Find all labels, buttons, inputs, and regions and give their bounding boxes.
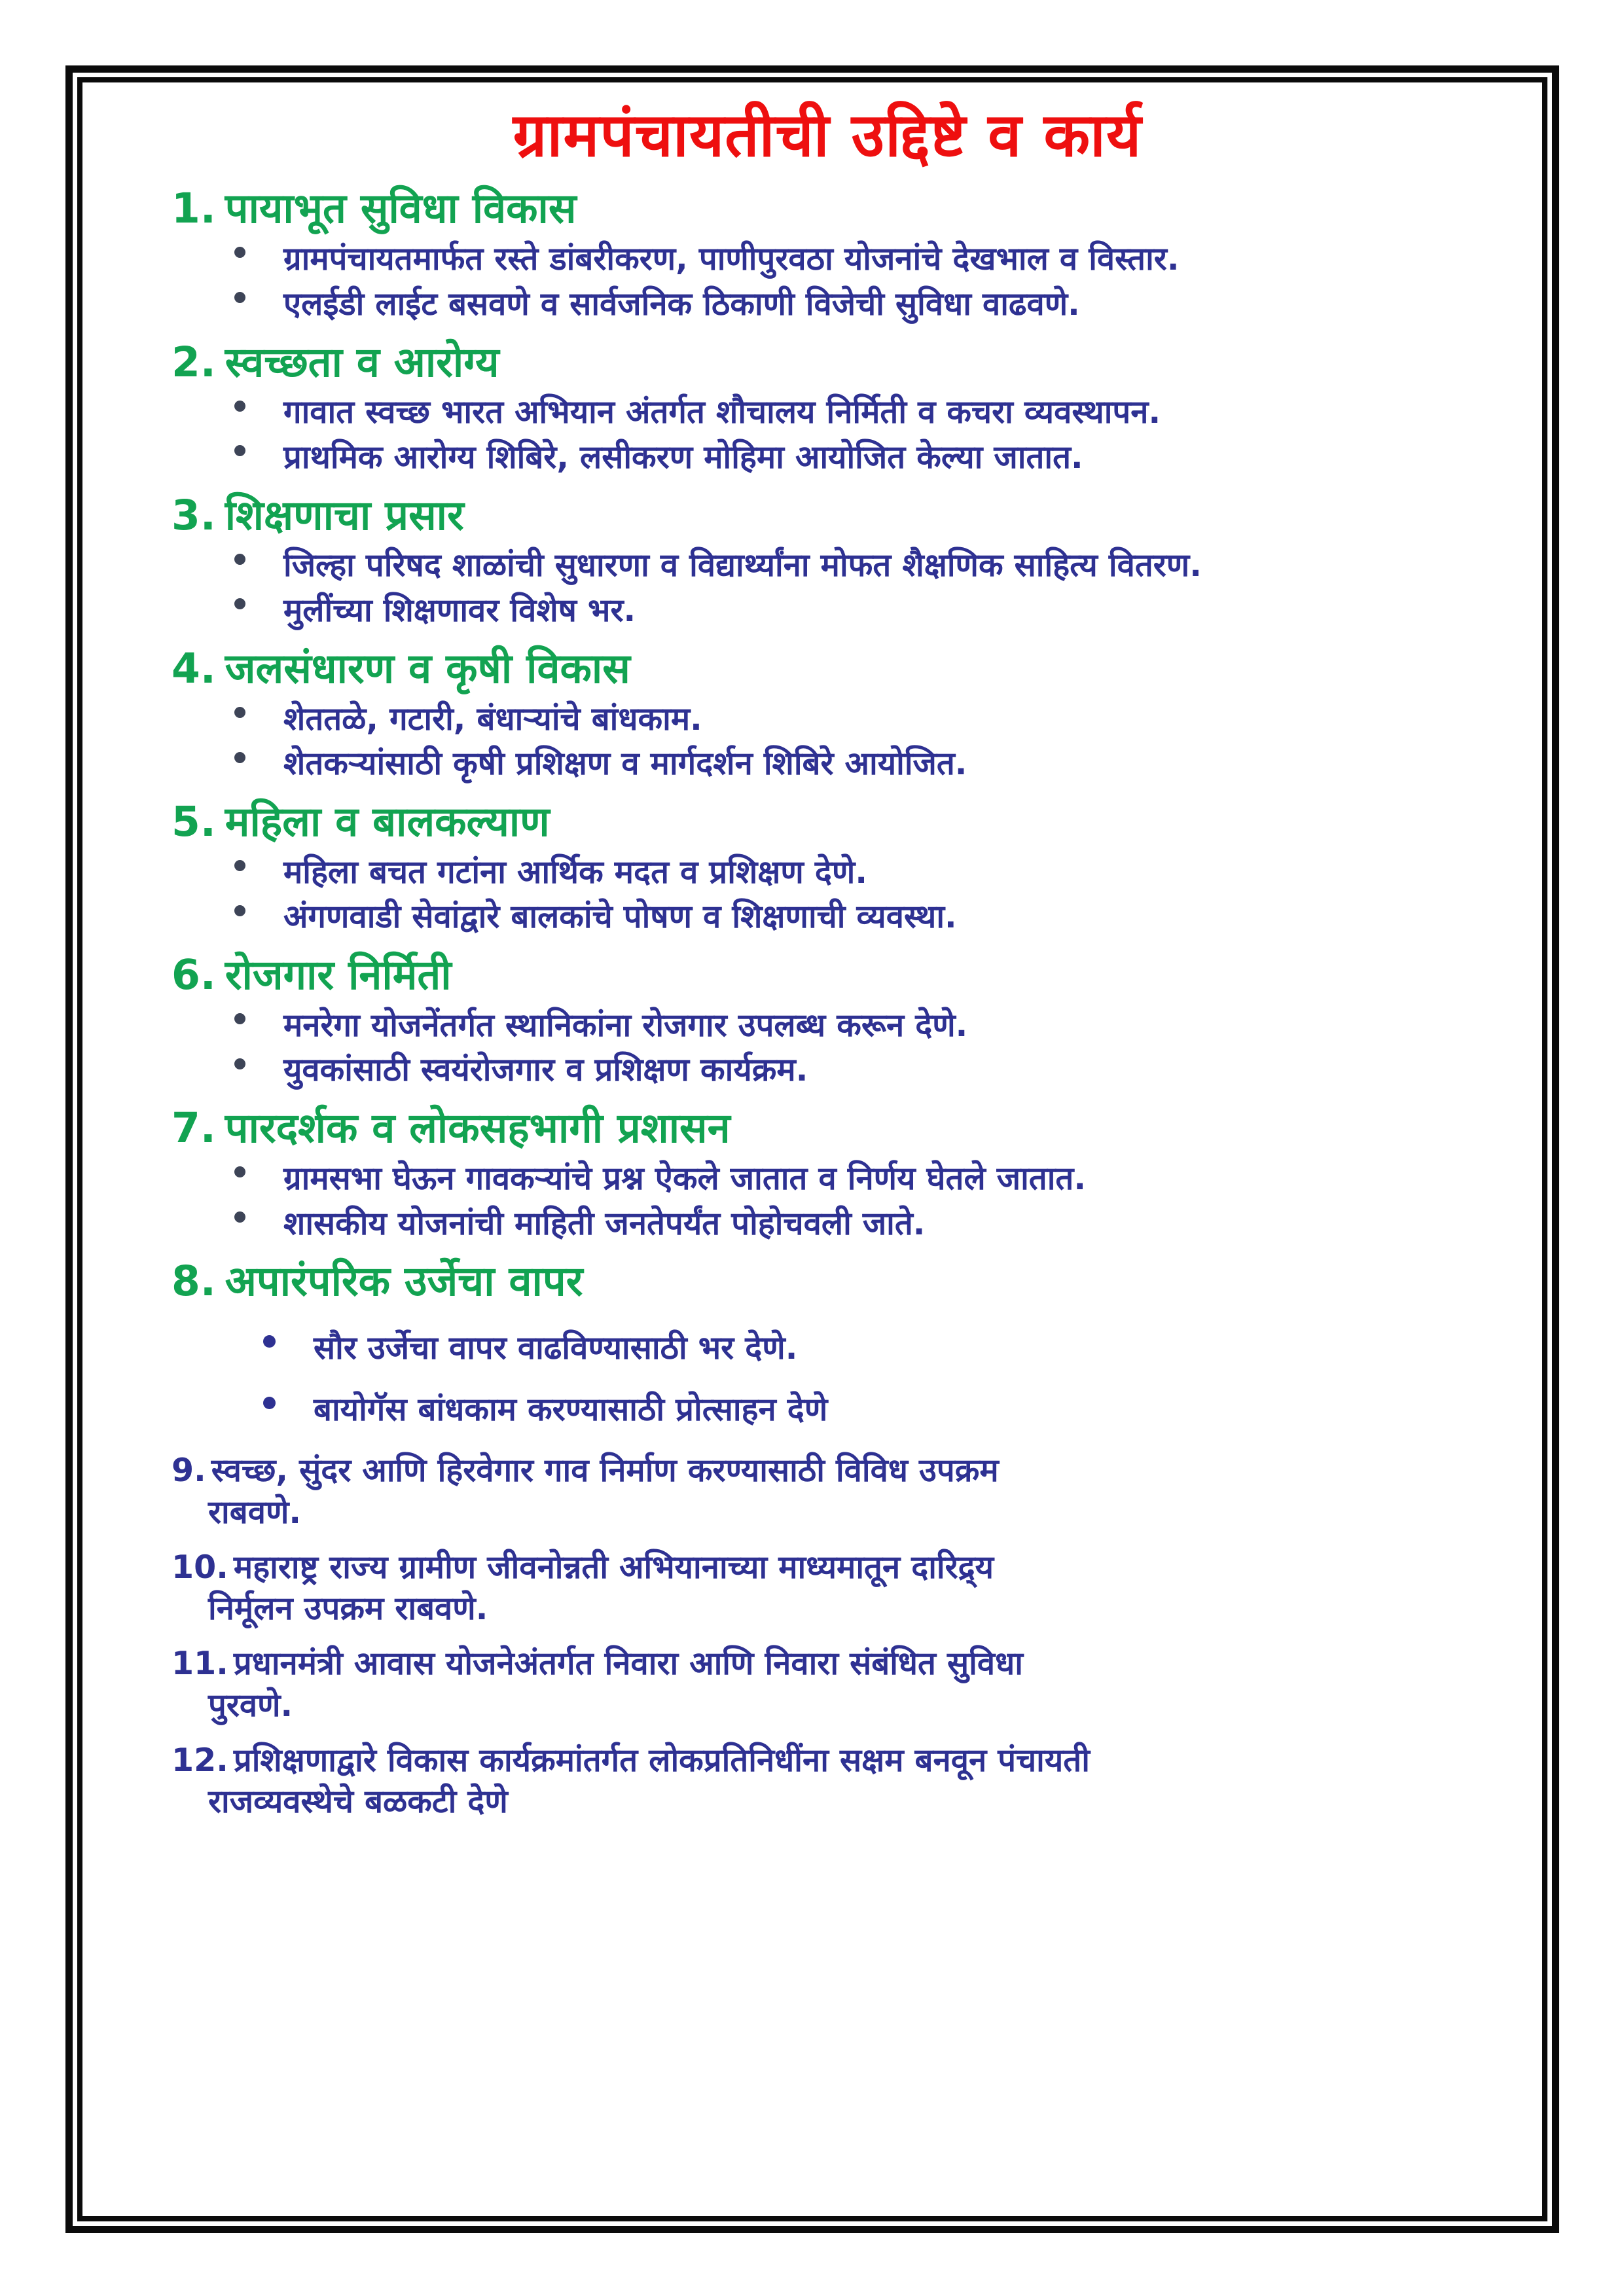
list-item bbox=[234, 896, 1483, 938]
item-line bbox=[171, 1643, 1483, 1685]
numbered-item-10 bbox=[171, 1547, 1483, 1630]
bullet-icon bbox=[234, 554, 245, 565]
section-heading bbox=[171, 797, 1483, 848]
list-item bbox=[234, 743, 1483, 785]
list-item bbox=[234, 1203, 1483, 1245]
list-item bbox=[234, 437, 1483, 478]
section-heading-text: पायाभूत सुविधा विकास bbox=[225, 185, 577, 233]
item-line-continuation: राबवणे. bbox=[208, 1494, 301, 1532]
bullet-text: मनरेगा योजनेंतर्गत स्थानिकांना रोजगार उपलब्ध करून देणे. bbox=[283, 1006, 968, 1044]
section-heading-text: पारदर्शक व लोकसहभागी प्रशासन bbox=[225, 1104, 731, 1153]
section-heading bbox=[171, 950, 1483, 1001]
item-line-continuation: राजव्यवस्थेचे बळकटी देणे bbox=[208, 1783, 508, 1821]
list-item bbox=[263, 1327, 1483, 1369]
section-sanitation-health bbox=[171, 337, 1483, 478]
bullet-icon bbox=[234, 445, 245, 456]
bullet-text: जिल्हा परिषद शाळांची सुधारणा व विद्यार्थ्यांना मोफत शैक्षणिक साहित्य वितरण. bbox=[283, 547, 1202, 584]
list-item bbox=[234, 1005, 1483, 1047]
bullet-icon bbox=[234, 707, 245, 718]
bullet-icon bbox=[234, 860, 245, 871]
section-heading bbox=[171, 1256, 1483, 1308]
bullet-icon bbox=[263, 1397, 276, 1409]
bullet-text: प्राथमिक आरोग्य शिबिरे, लसीकरण मोहिमा आयोजित केल्या जातात. bbox=[283, 438, 1083, 476]
section-number: 3. bbox=[171, 491, 216, 539]
section-number: 4. bbox=[171, 644, 216, 692]
list-item bbox=[234, 852, 1483, 893]
numbered-item-11 bbox=[171, 1643, 1483, 1726]
bullet-icon bbox=[234, 752, 245, 763]
section-heading bbox=[171, 643, 1483, 695]
section-number: 5. bbox=[171, 797, 216, 846]
bullet-icon bbox=[234, 247, 245, 258]
bullet-icon bbox=[234, 292, 245, 303]
document-content bbox=[82, 82, 1542, 1823]
section-women-child-welfare bbox=[171, 797, 1483, 938]
section-number: 1. bbox=[171, 185, 216, 233]
section-employment bbox=[171, 950, 1483, 1091]
bullet-icon bbox=[234, 1013, 245, 1024]
section-heading bbox=[171, 337, 1483, 389]
bullet-text: अंगणवाडी सेवांद्वारे बालकांचे पोषण व शिक्षणाची व्यवस्था. bbox=[283, 898, 957, 936]
item-line bbox=[171, 1740, 1483, 1782]
item-text: महाराष्ट्र राज्य ग्रामीण जीवनोन्नती अभियानाच्या माध्यमातून दारिद्र्य bbox=[233, 1548, 994, 1586]
item-number: 9. bbox=[171, 1452, 206, 1490]
item-line bbox=[171, 1547, 1483, 1588]
bullet-icon bbox=[234, 905, 245, 916]
bullet-text: युवकांसाठी स्वयंरोजगार व प्रशिक्षण कार्यक्रम. bbox=[283, 1051, 808, 1089]
section-number: 7. bbox=[171, 1104, 216, 1153]
bullet-icon bbox=[263, 1335, 276, 1348]
bullet-text: शासकीय योजनांची माहिती जनतेपर्यंत पोहोचवली जाते. bbox=[283, 1204, 926, 1242]
item-text: स्वच्छ, सुंदर आणि हिरवेगार गाव निर्माण करण्यासाठी विविध उपक्रम bbox=[211, 1452, 999, 1490]
bullet-icon bbox=[234, 1166, 245, 1177]
list-item bbox=[234, 1158, 1483, 1200]
numbered-item-9 bbox=[171, 1450, 1483, 1533]
section-number: 2. bbox=[171, 338, 216, 386]
section-number: 6. bbox=[171, 951, 216, 999]
list-item bbox=[234, 391, 1483, 433]
item-text: प्रधानमंत्री आवास योजनेअंतर्गत निवारा आणि निवारा संबंधित सुविधा bbox=[233, 1645, 1023, 1683]
item-number: 11. bbox=[171, 1645, 228, 1683]
item-number: 12. bbox=[171, 1741, 228, 1779]
page-border-outer bbox=[65, 65, 1559, 2233]
bullet-icon bbox=[234, 598, 245, 609]
section-heading-text: महिला व बालकल्याण bbox=[225, 797, 550, 846]
bullet-text: शेततळे, गटारी, बंधाऱ्यांचे बांधकाम. bbox=[283, 700, 702, 738]
bullet-icon bbox=[234, 1211, 245, 1223]
item-line bbox=[171, 1450, 1483, 1492]
bullet-text: शेतकऱ्यांसाठी कृषी प्रशिक्षण व मार्गदर्शन शिबिरे आयोजित. bbox=[283, 745, 967, 783]
section-heading bbox=[171, 1103, 1483, 1155]
item-line-continuation: पुरवणे. bbox=[208, 1686, 293, 1724]
section-water-agriculture bbox=[171, 643, 1483, 785]
section-heading bbox=[171, 183, 1483, 235]
list-item bbox=[234, 1049, 1483, 1091]
section-education bbox=[171, 490, 1483, 632]
section-heading-text: स्वच्छता व आरोग्य bbox=[225, 338, 499, 386]
list-item bbox=[234, 698, 1483, 740]
list-item bbox=[234, 238, 1483, 280]
section-number: 8. bbox=[171, 1257, 216, 1306]
bullet-text: मुलींच्या शिक्षणावर विशेष भर. bbox=[283, 592, 636, 630]
section-heading bbox=[171, 490, 1483, 542]
section-infrastructure bbox=[171, 183, 1483, 325]
item-line-continuation: निर्मूलन उपक्रम राबवणे. bbox=[208, 1590, 488, 1628]
bullet-text: ग्रामपंचायतमार्फत रस्ते डांबरीकरण, पाणीपुरवठा योजनांचे देखभाल व विस्तार. bbox=[283, 240, 1180, 278]
bullet-icon bbox=[234, 401, 245, 412]
section-heading-text: जलसंधारण व कृषी विकास bbox=[225, 644, 630, 692]
list-item bbox=[263, 1389, 1483, 1431]
section-heading-text: अपारंपरिक उर्जेचा वापर bbox=[225, 1257, 583, 1306]
bullet-text: ग्रामसभा घेऊन गावकऱ्यांचे प्रश्न ऐकले जातात व निर्णय घेतले जातात. bbox=[283, 1159, 1086, 1197]
item-number: 10. bbox=[171, 1548, 228, 1586]
list-item bbox=[234, 283, 1483, 325]
item-text: प्रशिक्षणाद्वारे विकास कार्यक्रमांतर्गत लोकप्रतिनिधींना सक्षम बनवून पंचायती bbox=[233, 1741, 1090, 1779]
section-heading-text: शिक्षणाचा प्रसार bbox=[225, 491, 464, 539]
section-renewable-energy bbox=[171, 1256, 1483, 1430]
list-item bbox=[234, 590, 1483, 632]
page-border-inner bbox=[77, 77, 1547, 2221]
bullet-text: बायोगॅस बांधकाम करण्यासाठी प्रोत्साहन देणे bbox=[314, 1390, 828, 1428]
bullet-text: एलईडी लाईट बसवणे व सार्वजनिक ठिकाणी विजेची सुविधा वाढवणे. bbox=[283, 285, 1080, 323]
list-item bbox=[234, 545, 1483, 586]
bullet-text: गावात स्वच्छ भारत अभियान अंतर्गत शौचालय निर्मिती व कचरा व्यवस्थापन. bbox=[283, 393, 1161, 431]
page-title: ग्रामपंचायतीची उद्दिष्टे व कार्य bbox=[513, 100, 1142, 170]
section-heading-text: रोजगार निर्मिती bbox=[225, 951, 452, 999]
bullet-text: महिला बचत गटांना आर्थिक मदत व प्रशिक्षण देणे. bbox=[283, 853, 867, 891]
bullet-text: सौर उर्जेचा वापर वाढविण्यासाठी भर देणे. bbox=[314, 1329, 798, 1367]
section-transparent-governance bbox=[171, 1103, 1483, 1244]
bullet-icon bbox=[234, 1058, 245, 1069]
numbered-item-12 bbox=[171, 1740, 1483, 1823]
